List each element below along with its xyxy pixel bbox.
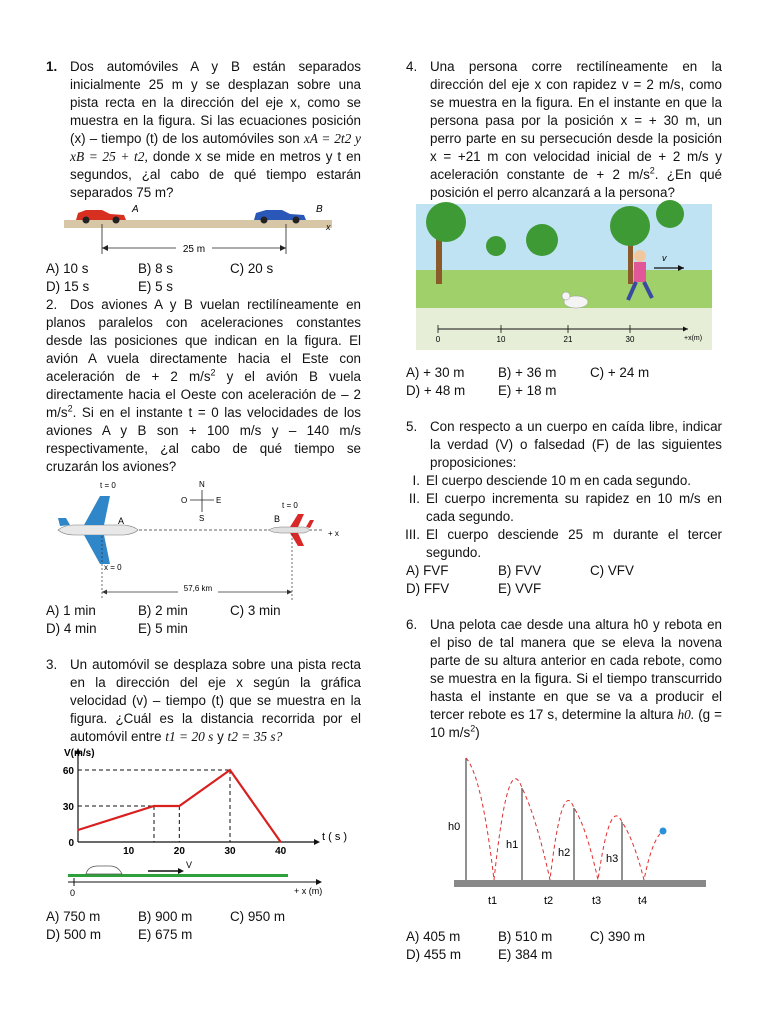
data-point [229, 769, 231, 771]
svg-text:+x(m): +x(m) [684, 335, 703, 342]
chase-figure [416, 204, 712, 350]
question-text: Dos aviones A y B vuelan rectilíneamente en planos paralelos con aceleraciones constantes desde las posiciones que indican en la figura. El avión A vuela directamente hacia el Este con aceleración de + 2 $m/s^2$ y el avión B vuela directamente hacia el Oeste con aceleración de – 2 $m/s^2$. Si en el instante t = 0 las velocidades de los aviones A y B son + 100 m/s y – 140 m/s respectivamente, ¿al cabo de qué tiempo se cruzarán los aviones? [46, 297, 361, 474]
y-axis-label: V(m/s) [64, 748, 95, 759]
option-b[interactable]: B) 900 m [138, 909, 193, 924]
x-tick-label: 10 [123, 846, 135, 857]
svg-text:x = 0: x = 0 [104, 563, 122, 572]
chart-axes [75, 748, 320, 845]
track-figure [68, 860, 322, 898]
option-a[interactable]: A) 1 min [46, 603, 96, 618]
options-q4 [406, 364, 722, 400]
question-text: Dos automóviles A y B están separados inicialmente 25 m y se desplazan sobre una pista recta en la dirección del eje x, como se muestra en la figura. Si las ecuaciones posición (x) – tiempo (t) de los automóviles son xA = 2t2 y xB = 25 + t2, donde x se mide en metros y t en segundos, ¿al cabo de qué tiempo estarán separados 75 m? [70, 59, 361, 200]
svg-text:57,6 km: 57,6 km [183, 584, 213, 593]
x-tick-label: 30 [224, 846, 236, 857]
svg-text:0: 0 [435, 335, 441, 344]
svg-text:25 m: 25 m [182, 244, 206, 255]
option-c[interactable]: C) 3 min [230, 603, 281, 618]
question-6 [406, 616, 722, 742]
svg-text:t4: t4 [638, 895, 648, 907]
option-c[interactable]: C) 950 m [230, 909, 286, 924]
option-e[interactable]: E) VVF [498, 581, 542, 596]
option-b[interactable]: B) 510 m [498, 929, 553, 944]
question-text: Una pelota cae desde una altura h0 y rebota en el piso de tal manera que se eleva la novena parte de su altura anterior en cada rebote, como se muestra en la figura. Si el tiempo transcurrido hasta el instante en que se va a producir el tercer rebote es 17 s, determine la altura h0. (g = 10 $m/s^2$) [430, 617, 722, 740]
options-q3 [46, 908, 361, 944]
option-b[interactable]: B) 2 min [138, 603, 188, 618]
proposition: I. El cuerpo desciende 10 m en cada segundo. [412, 473, 692, 488]
question-3 [46, 656, 361, 746]
data-point [153, 805, 155, 807]
question-number: 5. [406, 419, 418, 434]
equation: xA = 2t2 y xB = 25 + t2, [70, 131, 361, 164]
svg-text:B: B [274, 514, 281, 524]
option-a[interactable]: A) 10 s [46, 261, 89, 276]
option-b[interactable]: B) 8 s [138, 261, 173, 276]
question-5 [406, 418, 722, 472]
x-axis-label: t ( s ) [322, 831, 348, 843]
option-c[interactable]: C) 20 s [230, 261, 274, 276]
question-2 [46, 296, 361, 476]
svg-text:A: A [132, 204, 139, 215]
option-a[interactable]: A) 405 m [406, 929, 461, 944]
option-e[interactable]: E) 675 m [138, 927, 193, 942]
options-q6 [406, 928, 722, 964]
question-4 [406, 58, 722, 202]
svg-text:30: 30 [625, 335, 635, 344]
svg-text:t1: t1 [488, 895, 498, 907]
option-a[interactable]: A) FVF [406, 563, 449, 578]
options-q5 [406, 562, 722, 598]
option-d[interactable]: D) 455 m [406, 947, 462, 962]
right-column [406, 58, 722, 964]
question-text: Con respecto a un cuerpo en caída libre, indicar la verdad (V) o falsedad (F) de las siguientes proposiciones: [430, 419, 722, 470]
option-c[interactable]: C) + 24 m [590, 365, 650, 380]
position-axis-label: + x (m) [294, 886, 323, 896]
track [68, 874, 288, 877]
svg-text:h1: h1 [506, 839, 519, 851]
plane-a-icon [58, 496, 138, 564]
question-text: Una persona corre rectilíneamente en la dirección del eje x con rapidez v = 2 m/s, como se muestra en la figura. En el instante en que la persona pasa por la posición x = + 30 m, un perro parte en su persecución desde la posición x = +21 m con velocidad inicial de + 2 m/s y aceleración constante de + 2 $m/s^2$. ¿En qué posición el perro alcanzará a la persona? [430, 59, 722, 200]
svg-text:S: S [199, 514, 205, 523]
question-number: 1. [46, 59, 58, 74]
origin-label: 0 [70, 888, 76, 898]
svg-text:O: O [181, 496, 188, 505]
option-e[interactable]: E) 5 min [138, 621, 188, 636]
svg-text:t3: t3 [592, 895, 602, 907]
chart-labels [63, 748, 347, 857]
svg-text:v: v [662, 253, 667, 263]
svg-text:t2: t2 [544, 895, 554, 907]
position-axis-arrow [316, 879, 322, 885]
option-e[interactable]: E) 5 s [138, 279, 173, 294]
propositions [406, 472, 722, 562]
svg-text:x: x [326, 222, 331, 232]
option-b[interactable]: B) + 36 m [498, 365, 557, 380]
options-q2 [46, 602, 361, 638]
data-point [280, 841, 282, 843]
option-a[interactable]: A) 750 m [46, 909, 101, 924]
car-icon [86, 866, 122, 874]
data-point [179, 805, 181, 807]
question-number: 6. [406, 617, 418, 632]
x-tick-label: 40 [275, 846, 287, 857]
option-a[interactable]: A) + 30 m [406, 365, 465, 380]
option-d[interactable]: D) 15 s [46, 279, 90, 294]
option-d[interactable]: D) + 48 m [406, 383, 466, 398]
svg-text:B: B [316, 204, 323, 215]
question-1 [46, 58, 361, 202]
velocity-arrowhead [178, 868, 184, 874]
cars-figure [64, 202, 354, 256]
svg-text:E: E [216, 496, 222, 505]
option-d[interactable]: D) FFV [406, 581, 450, 596]
y-tick-label: 30 [62, 802, 74, 813]
svg-text:h3: h3 [606, 853, 619, 865]
option-c[interactable]: C) 390 m [590, 929, 646, 944]
y-tick-label: 0 [68, 838, 74, 849]
svg-text:t = 0: t = 0 [100, 481, 116, 490]
x-tick-label: 20 [173, 846, 185, 857]
compass-icon [181, 480, 221, 523]
question-number: 4. [406, 59, 418, 74]
svg-text:h0: h0 [448, 821, 461, 833]
option-c[interactable]: C) VFV [590, 563, 634, 578]
question-number: 3. [46, 657, 58, 672]
road [64, 220, 332, 228]
svg-text:h2: h2 [558, 847, 571, 859]
option-e[interactable]: E) + 18 m [498, 383, 557, 398]
option-d[interactable]: D) 500 m [46, 927, 102, 942]
planes-figure [54, 478, 354, 602]
proposition: III. El cuerpo desciende 25 m durante el tercer segundo. [405, 527, 722, 560]
svg-text:10: 10 [496, 335, 506, 344]
svg-text:21: 21 [563, 335, 573, 344]
option-e[interactable]: E) 384 m [498, 947, 553, 962]
velocity-label: V [186, 860, 193, 870]
x-axis-arrow [314, 839, 320, 845]
ball-icon [660, 828, 667, 835]
data-point [77, 829, 79, 831]
svg-text:t = 0: t = 0 [282, 501, 298, 510]
left-column [46, 58, 361, 944]
question-number: 2. [46, 297, 58, 312]
proposition: II. El cuerpo incrementa su rapidez en 10 m/s en cada segundo. [408, 491, 722, 524]
velocity-time-chart [64, 748, 364, 898]
floor [454, 880, 706, 887]
option-b[interactable]: B) FVV [498, 563, 542, 578]
svg-text:+ x: + x [328, 529, 339, 538]
question-text: Un automóvil se desplaza sobre una pista recta en la dirección del eje x según la gráfica velocidad (v) – tiempo (t) que se muestra en la figura. ¿Cuál es la distancia recorrida por el automóvil entre t1 = 20 s y t2 = 35 s? [70, 657, 361, 744]
svg-text:N: N [199, 480, 205, 489]
option-d[interactable]: D) 4 min [46, 621, 97, 636]
options-q1 [46, 260, 361, 296]
svg-text:A: A [118, 516, 125, 526]
y-tick-label: 60 [62, 766, 74, 777]
bounce-figure [446, 756, 716, 916]
